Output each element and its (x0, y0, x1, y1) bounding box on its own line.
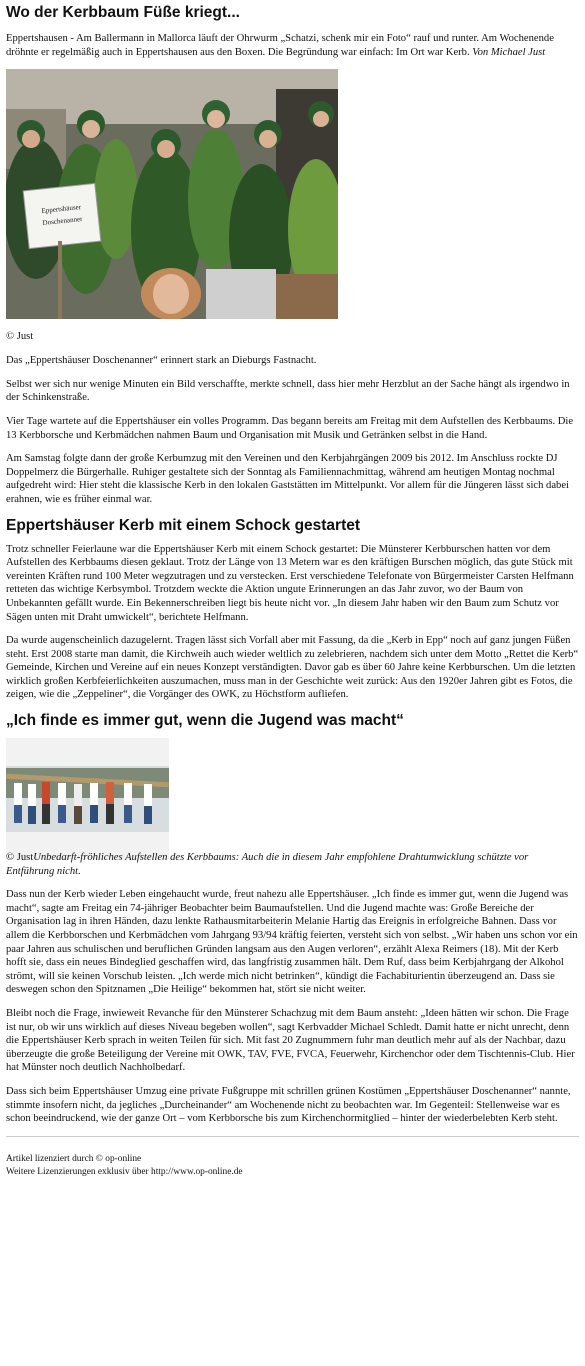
article-author: Von Michael Just (472, 46, 546, 58)
photo1-credit: © Just (6, 331, 34, 343)
photo2-credit: © Just (6, 852, 34, 864)
paragraph: Am Samstag folgte dann der große Kerbumzug mit den Vereinen und den Kerbjahrgängen 2009 bis 2012. Im Anschluss rockte DJ Doppelmerz die Bürgerhalle. Ruhiger gestaltete sich der Sonntag als Familiennachmittag, während am heutigen Montag nochmal aufgedreht wird: Hier steht die klassische Kerb in den lokalen Gaststätten im Mittelpunkt. Vor allem für die Jüngeren lässt sich dabei erahnen, wie es früher einmal war. (6, 453, 569, 505)
paragraph: Selbst wer sich nur wenige Minuten ein Bild verschaffte, merkte schnell, dass hier mehr Herzblut an der Sache hängt als irgendwo in der Schinkenstraße. (6, 378, 570, 404)
photo2-caption (6, 851, 579, 878)
paragraph: Bleibt noch die Frage, inwieweit Revanche für den Münsterer Schachzug mit dem Baum ansteht: „Ideen hätten wir schon. Die Frage ist nur, ob wir uns wirklich auf dieses Niveau begeben wollen“, sagt Kerbvadder Michael Schledt. Damit hatte er nicht unrecht, denn die Eppertshäuser Kerb sprach in weiten Teilen für sich. Mit fast 20 Zugnummern fuhr man deutlich mehr auf als der Nachbar, dazu überzeugte die große Beteiligung der Vereine mit OWK, TAV, FVE, FVCA, Feuerwehr, Kirchenchor oder dem Tischtennis-Club. Hier hat Münster noch deutlich Nachholbedarf. (6, 1008, 575, 1074)
section-heading: Eppertshäuser Kerb mit einem Schock gestartet (6, 516, 361, 534)
photo2-caption-text: Unbedarft-fröhliches Aufstellen des Kerbbaums: Auch die in diesem Jahr empfohlene Drahtumwicklung schützte vor Entführung nicht. (6, 852, 529, 877)
article-title: Wo der Kerbbaum Füße kriegt... (6, 4, 240, 21)
svg-text:Eppertshäuser: Eppertshäuser (41, 203, 82, 216)
section-heading: „Ich finde es immer gut, wenn die Jugend was macht“ (6, 712, 404, 730)
paragraph: Vier Tage wartete auf die Eppertshäuser ein volles Programm. Das begann bereits am Freitag mit dem Aufstellen des Kerbbaums. Die 13 Kerbborsche und Kerbmädchen nahmen Baum und Organisation mit Musik und Getränken selbst in die Hand. (6, 415, 574, 441)
license-more-line: Weitere Lizenzierungen exklusiv über http://www.op-online.de (6, 1166, 243, 1177)
divider (6, 1136, 579, 1137)
paragraph: Dass nun der Kerb wieder Leben eingehaucht wurde, freut nahezu alle Eppertshäuser. „Ich finde es immer gut, wenn die Jugend was macht“, sagte am Freitag ein 74-jähriger Beobachter beim Baumaufstellen. Und die Jugend machte was: Große Bereiche der Organisation lag in ihren Händen, dazu lenkte Rathausmitarbeiterin Melanie Hartig das Ereignis in erfolgreiche Bahnen. Dass vor allem die Kerbborschen und Kerbmädchen vom Jahrgang 93/94 kräftig feierten, versteht sich von selbst. „Wir haben uns schon vor ein paar Jahren aus schulischen und beruflichen Gründen langsam aus den Augen verloren“, erzählt Alexa Reimers (18). Mit der Kerb hofft sie, dass ein neues Bindeglied geschaffen wird, das langfristig zusammen hält. Dem Ruf, dass beim Kerbjahrgang der Alkohol strömt, will sie keinen Vorschub leisten. „Ich werde mich nicht betrinken“, kündigt die Fachabiturientin überzeugend an. Dass sie deswegen schon den Spitznamen „Die Heilige“ bekommen hat, stört sie nicht weiter. (6, 889, 578, 996)
license-footer (6, 1153, 579, 1179)
svg-text:Doschenanner: Doschenanner (42, 215, 83, 228)
kerbbaum-raising-photo (6, 738, 169, 859)
paragraph: Dass sich beim Eppertshäuser Umzug eine private Fußgruppe mit schrillen grünen Kostümen „Eppertshäuser Doschenanner“ nannte, stimmte insofern nicht, da jegliches „Durcheinander“ am Wochenende nicht zu beobachten war. Im Gegenteil: Stellenweise war es schon beeindruckend, wie der ganze Ort – vom Kerbborsche bis zum Kirchenchormitglied – hinter der wiederbelebten Kerb steht. (6, 1085, 571, 1125)
intro-text: Eppertshausen - Am Ballermann in Mallorca läuft der Ohrwurm „Schatzi, schenk mir ein Foto“ rauf und runter. Am Wochenende dröhnte er regelmäßig auch in Eppertshausen aus den Boxen. Die Begründung war einfach: Im Ort war Kerb. (6, 33, 554, 58)
paragraph: Da wurde augenscheinlich dazugelernt. Tragen lässt sich Vorfall aber mit Fassung, da die „Kerb in Epp“ noch auf ganz jungen Füßen steht. Erst 2008 starte man damit, die Kirchweih auch wieder weltlich zu zelebrieren, nachdem sich unter dem Motto „Rettet die Kerb“ Gemeinde, Kirchen und Vereine auf ein neues Konzept verständigten. Davor gab es über 60 Jahre keine Kerbburschen. Um die letzten wirklich großen Kerbfeierlichkeiten auszumachen, muss man in der Geschichte weit zurück: Aus den 1920er Jahren gibt es Fotos, die zeigen, wie die „Zeppeliner“, die Vorgänger des OWK, zu Höchstform aufliefen. (6, 635, 579, 701)
article-intro (6, 32, 579, 59)
paragraph: Trotz schneller Feierlaune war die Eppertshäuser Kerb mit einem Schock gestartet: Die Münsterer Kerbburschen hatten vor dem Aufstellen des Kerbbaums diesen geklaut. Trotz der Länge von 13 Metern war es den kräftigen Burschen möglich, das gute Stück mit vereinten Kräften rund 100 Meter wegzutragen und zu verstecken. Erst verschiedene Telefonate von Bürgermeister Carsten Helfmann retteten das wichtige Kerbsymbol. Trotzdem weckte die Aktion ungute Erinnerungen an das Jahr zuvor, wo der Baum von Unbekannten gefällt wurde. Ein Bekennerschreiben liegt bis heute nicht vor. „In diesem Jahr haben wir den Baum zum Schutz vor Sägen unten mit Draht umwickelt“, berichtete Helfmann. (6, 543, 574, 623)
kerb-costume-photo (6, 69, 338, 319)
paragraph: Das „Eppertshäuser Doschenanner“ erinnert stark an Dieburgs Fastnacht. (6, 355, 317, 367)
license-line: Artikel lizenziert durch © op-online (6, 1153, 142, 1164)
